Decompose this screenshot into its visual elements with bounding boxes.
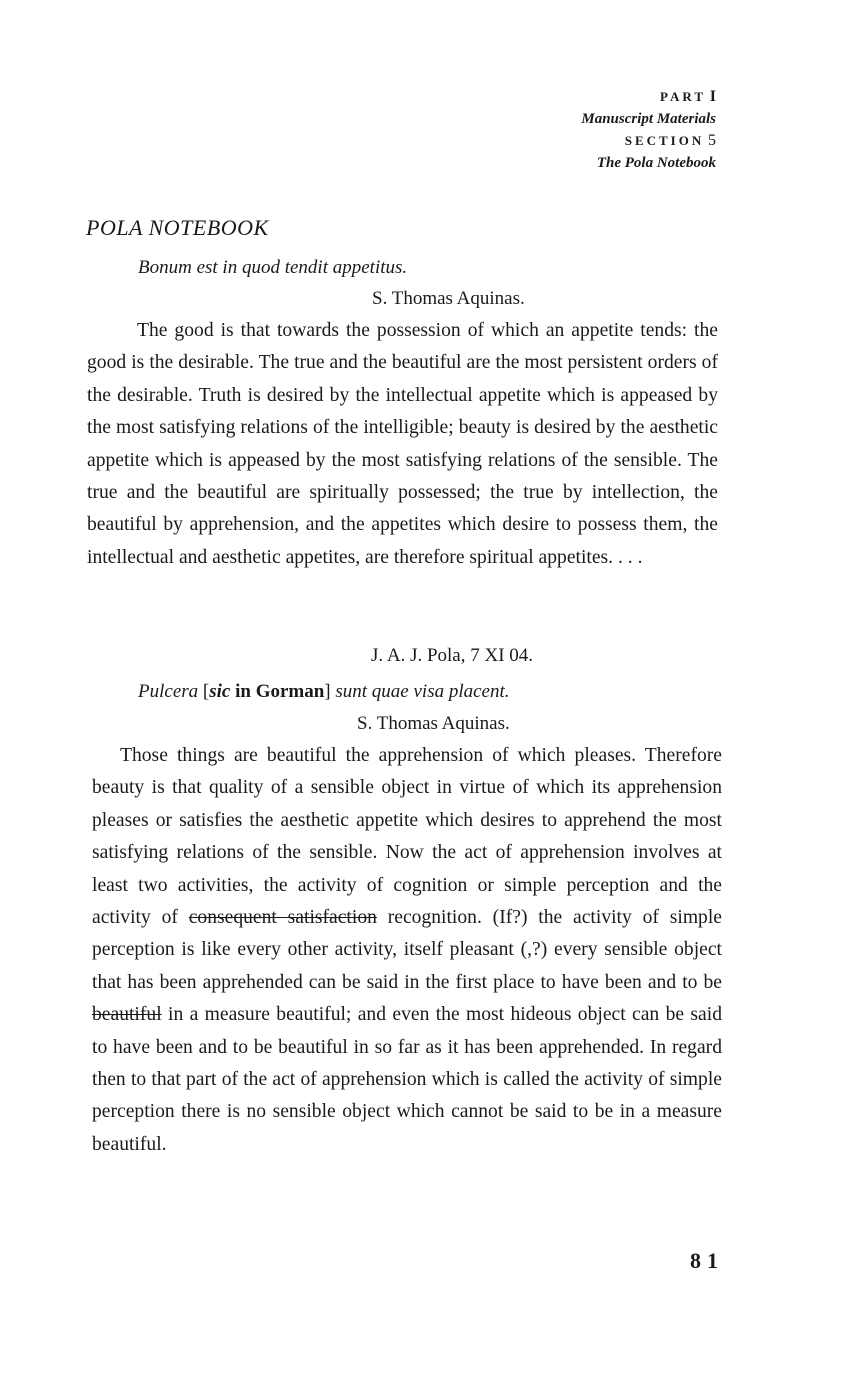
section-title: The Pola Notebook	[596, 155, 716, 171]
signature-1: J. A. J. Pola, 7 XI 04.	[371, 645, 534, 666]
part-line	[581, 86, 716, 108]
section-line	[581, 130, 716, 152]
epigraph-2-latin-b: sunt quae visa placent.	[330, 681, 510, 702]
part-label: PART	[660, 89, 707, 104]
paragraph-2-part-2: recognition. (If?) the activity of simple perception is like every other activity, itself pleasant (,?) every sensible object that has been apprehended can be said in the first place to have been and to be	[92, 907, 722, 993]
paragraph-2	[92, 740, 722, 1161]
section-label: SECTION	[624, 133, 705, 148]
paragraph-1: The good is that towards the possession of which an appetite tends: the good is the desirable. The true and the beautiful are the most persistent orders of the desirable. Truth is desired by the intellectual appetite which is appeased by the most satisfying relations of the intelligible; beauty is desired by the aesthetic appetite which is appeased by the most satisfying relations of the sensible. The true and the beautiful are spiritually possessed; the true by intellection, the beautiful by apprehension, and the appetites which desire to possess them, the intellectual and aesthetic appetites, are therefore spiritual appetites. . . .	[87, 320, 718, 568]
epigraph-2-latin-a: Pulcera	[138, 681, 199, 702]
epigraph-2-gorman: in Gorman	[230, 681, 325, 702]
epigraph-2-bracket-open: [	[202, 681, 210, 702]
page-number: 81	[690, 1248, 724, 1273]
attribution-1: S. Thomas Aquinas.	[372, 288, 525, 309]
section-number: 5	[708, 132, 716, 149]
struck-text-2: beautiful	[92, 1004, 162, 1026]
epigraph-2-sic: sic	[209, 681, 231, 702]
running-head	[581, 86, 716, 174]
paragraph-2-part-3: in a measure beautiful; and even the most hideous object can be said to have been and to be beautiful in so far as it has been apprehended. In regard then to that part of the act of apprehension which is called the activity of simple perception there is no sensible object which cannot be said to be in a measure beautiful.	[92, 1004, 722, 1155]
epigraph-2-bracket-close: ]	[324, 681, 331, 702]
part-number: I	[709, 88, 716, 105]
epigraph-2	[138, 681, 510, 703]
struck-text-1: consequent satisfaction	[188, 907, 377, 929]
part-title: Manuscript Materials	[581, 111, 716, 127]
paragraph-2-part-1: Those things are beautiful the apprehension of which pleases. Therefore beauty is that quality of a sensible object in virtue of which its apprehension pleases or satisfies the aesthetic appetite which desires to apprehend the most satisfying relations of the sensible. Now the act of apprehension involves at least two activities, the activity of cognition or simple perception and the activity of	[92, 745, 722, 929]
epigraph-1: Bonum est in quod tendit appetitus.	[138, 257, 408, 278]
page-title: POLA NOTEBOOK	[86, 215, 269, 240]
attribution-2: S. Thomas Aquinas.	[357, 713, 510, 734]
